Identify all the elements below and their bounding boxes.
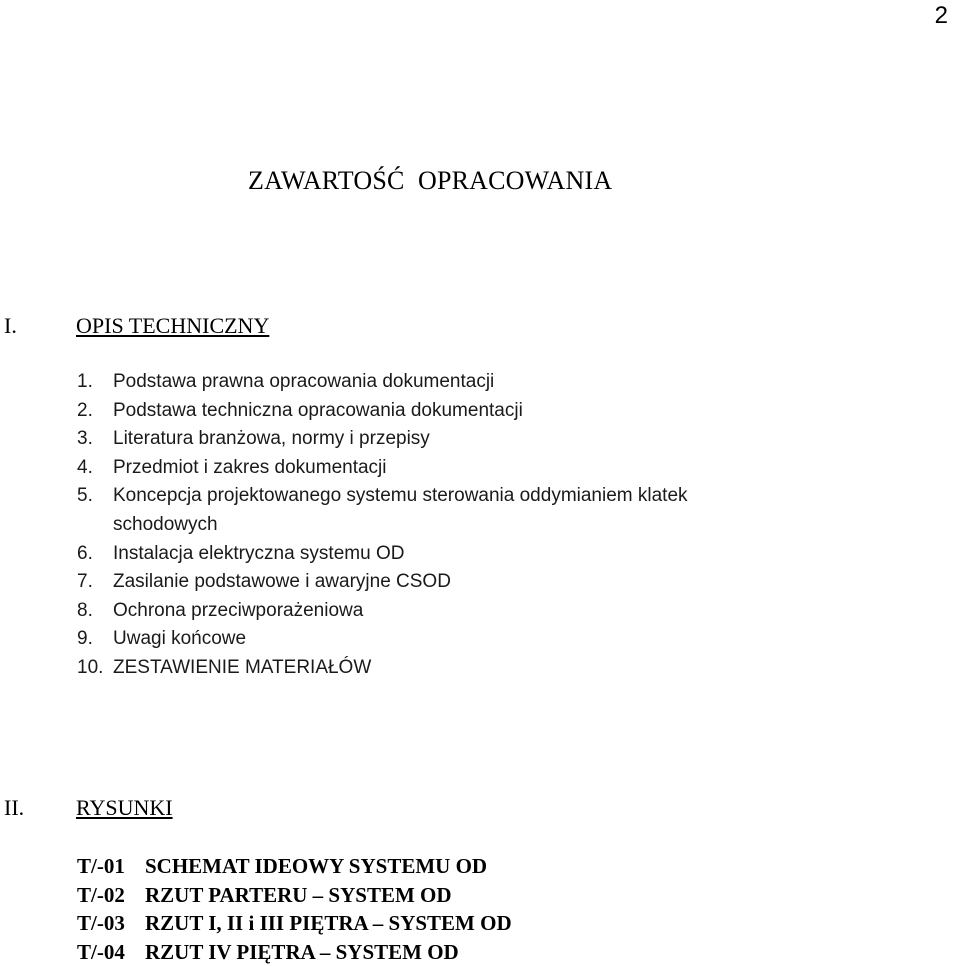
item-number: 7. xyxy=(77,568,113,597)
drawing-code: T/-01 xyxy=(77,852,145,881)
item-number: 6. xyxy=(77,540,113,569)
drawing-item xyxy=(77,881,512,910)
drawing-title: RZUT PARTERU – SYSTEM OD xyxy=(145,881,452,910)
drawing-item xyxy=(77,938,512,966)
list-item xyxy=(77,454,753,483)
list-item xyxy=(77,568,753,597)
item-number: 4. xyxy=(77,454,113,483)
page-number: 2 xyxy=(935,2,948,30)
drawing-title: RZUT I, II i III PIĘTRA – SYSTEM OD xyxy=(145,909,512,938)
drawing-code: T/-03 xyxy=(77,909,145,938)
item-number: 1. xyxy=(77,368,113,397)
drawing-item xyxy=(77,909,512,938)
list-item xyxy=(77,597,753,626)
document-title: ZAWARTOŚĆ OPRACOWANIA xyxy=(248,166,612,196)
item-number: 2. xyxy=(77,397,113,426)
section-heading: OPIS TECHNICZNY xyxy=(76,313,269,338)
list-item xyxy=(77,425,753,454)
item-text: Podstawa techniczna opracowania dokumentacji xyxy=(113,397,753,426)
item-text: ZESTAWIENIE MATERIAŁÓW xyxy=(113,654,753,683)
list-item xyxy=(77,625,753,654)
item-number: 5. xyxy=(77,482,113,539)
item-text: Przedmiot i zakres dokumentacji xyxy=(113,454,753,483)
item-number: 10. xyxy=(77,654,113,683)
list-item xyxy=(77,540,753,569)
item-text: Instalacja elektryczna systemu OD xyxy=(113,540,753,569)
drawing-code: T/-04 xyxy=(77,938,145,966)
list-item xyxy=(77,654,753,683)
list-item xyxy=(77,368,753,397)
technical-description-list xyxy=(77,368,753,683)
item-text: Uwagi końcowe xyxy=(113,625,753,654)
item-number: 8. xyxy=(77,597,113,626)
item-number: 3. xyxy=(77,425,113,454)
item-text: Literatura branżowa, normy i przepisy xyxy=(113,425,753,454)
drawing-item xyxy=(77,852,512,881)
drawings-list xyxy=(77,852,512,966)
item-text: Ochrona przeciwporażeniowa xyxy=(113,597,753,626)
section-technical-description xyxy=(4,313,269,339)
section-drawings xyxy=(4,795,173,821)
drawing-title: RZUT IV PIĘTRA – SYSTEM OD xyxy=(145,938,459,966)
item-text: Zasilanie podstawowe i awaryjne CSOD xyxy=(113,568,753,597)
item-text: Podstawa prawna opracowania dokumentacji xyxy=(113,368,753,397)
list-item xyxy=(77,397,753,426)
drawing-title: SCHEMAT IDEOWY SYSTEMU OD xyxy=(145,852,487,881)
item-number: 9. xyxy=(77,625,113,654)
section-heading: RYSUNKI xyxy=(76,795,173,820)
section-numeral: II. xyxy=(4,795,76,821)
item-text: Koncepcja projektowanego systemu sterowania oddymianiem klatek schodowych xyxy=(113,482,753,539)
list-item xyxy=(77,482,753,539)
drawing-code: T/-02 xyxy=(77,881,145,910)
section-numeral: I. xyxy=(4,313,76,339)
